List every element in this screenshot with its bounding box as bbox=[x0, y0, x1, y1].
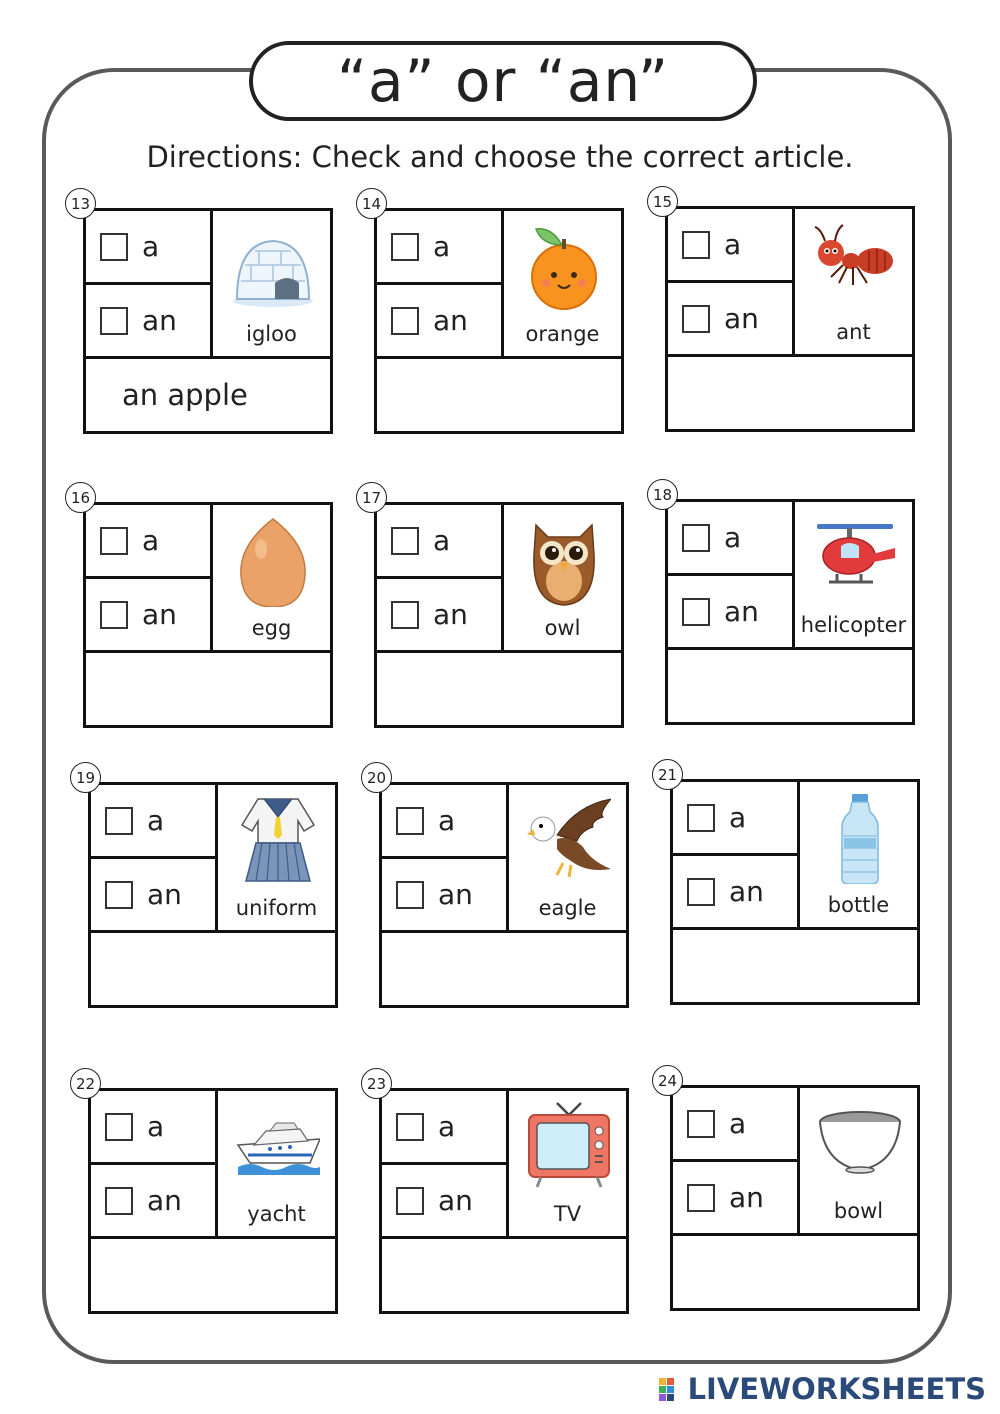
option-a bbox=[668, 502, 795, 576]
item-number: 22 bbox=[70, 1068, 101, 1099]
option-a bbox=[382, 785, 509, 859]
option-an-label: an bbox=[724, 595, 759, 628]
card-grid bbox=[379, 782, 629, 1008]
orange-icon bbox=[522, 221, 606, 313]
item-number: 18 bbox=[647, 479, 678, 510]
option-a bbox=[673, 782, 800, 856]
checkbox-a[interactable] bbox=[396, 807, 424, 835]
card-grid bbox=[379, 1088, 629, 1314]
answer-box[interactable] bbox=[668, 357, 912, 429]
ant-icon bbox=[813, 219, 897, 311]
option-an-label: an bbox=[438, 1184, 473, 1217]
item-number: 24 bbox=[652, 1065, 683, 1096]
option-an bbox=[382, 1165, 509, 1239]
option-an bbox=[377, 579, 504, 653]
tv-icon bbox=[527, 1101, 611, 1193]
bowl-icon bbox=[818, 1098, 902, 1190]
owl-icon bbox=[522, 515, 606, 607]
option-a-label: a bbox=[724, 228, 742, 261]
yacht-icon bbox=[236, 1101, 320, 1193]
option-a-label: a bbox=[438, 804, 456, 837]
option-an bbox=[91, 859, 218, 933]
word-label: orange bbox=[525, 322, 600, 346]
exercise-card-13 bbox=[70, 194, 333, 434]
answer-box[interactable] bbox=[668, 650, 912, 722]
exercise-card-21 bbox=[657, 765, 920, 1005]
option-a-label: a bbox=[433, 230, 451, 263]
answer-box[interactable] bbox=[382, 1239, 626, 1311]
option-a bbox=[91, 785, 218, 859]
exercise-card-19 bbox=[75, 768, 338, 1008]
checkbox-a[interactable] bbox=[391, 527, 419, 555]
option-an-label: an bbox=[729, 875, 764, 908]
picture-cell bbox=[509, 1091, 626, 1239]
option-an-label: an bbox=[724, 302, 759, 335]
option-a bbox=[86, 211, 213, 285]
eagle-icon bbox=[527, 795, 611, 887]
helicopter-icon bbox=[813, 512, 897, 604]
picture-cell bbox=[213, 505, 330, 653]
answer-box[interactable]: an apple bbox=[122, 378, 248, 412]
checkbox-an[interactable] bbox=[100, 307, 128, 335]
checkbox-an[interactable] bbox=[391, 307, 419, 335]
picture-cell bbox=[795, 502, 912, 650]
checkbox-an[interactable] bbox=[396, 1187, 424, 1215]
option-a-label: a bbox=[724, 521, 742, 554]
option-an bbox=[673, 856, 800, 930]
exercise-card-23 bbox=[366, 1074, 629, 1314]
card-grid bbox=[670, 1085, 920, 1311]
word-label: TV bbox=[553, 1202, 582, 1226]
picture-cell bbox=[795, 209, 912, 357]
option-a-label: a bbox=[438, 1110, 456, 1143]
option-a bbox=[91, 1091, 218, 1165]
picture-cell bbox=[504, 505, 621, 653]
bottle-icon bbox=[818, 792, 902, 884]
word-label: uniform bbox=[235, 896, 318, 920]
option-an-label: an bbox=[142, 598, 177, 631]
exercise-card-22 bbox=[75, 1074, 338, 1314]
word-label: bottle bbox=[827, 893, 890, 917]
item-number: 21 bbox=[652, 759, 683, 790]
item-number: 13 bbox=[65, 188, 96, 219]
card-grid bbox=[88, 1088, 338, 1314]
option-a bbox=[377, 505, 504, 579]
answer-box[interactable] bbox=[673, 1236, 917, 1308]
checkbox-a[interactable] bbox=[682, 231, 710, 259]
page-title bbox=[249, 41, 757, 121]
card-grid bbox=[83, 208, 333, 434]
card-grid bbox=[670, 779, 920, 1005]
exercise-card-14 bbox=[361, 194, 624, 434]
exercise-card-15 bbox=[652, 192, 915, 432]
answer-box[interactable] bbox=[673, 930, 917, 1002]
exercise-card-18 bbox=[652, 485, 915, 725]
item-number: 17 bbox=[356, 482, 387, 513]
item-number: 20 bbox=[361, 762, 392, 793]
option-a-label: a bbox=[147, 804, 165, 837]
card-grid bbox=[374, 208, 624, 434]
picture-cell bbox=[504, 211, 621, 359]
answer-box[interactable] bbox=[377, 359, 621, 431]
picture-cell bbox=[218, 1091, 335, 1239]
igloo-icon bbox=[231, 221, 315, 313]
picture-cell bbox=[213, 211, 330, 359]
checkbox-a[interactable] bbox=[687, 1110, 715, 1138]
card-grid bbox=[83, 502, 333, 728]
word-label: owl bbox=[544, 616, 581, 640]
brand-name: LIVEWORKSHEETS bbox=[687, 1372, 986, 1406]
checkbox-a[interactable] bbox=[105, 807, 133, 835]
option-a-label: a bbox=[142, 524, 160, 557]
checkbox-a[interactable] bbox=[682, 524, 710, 552]
directions-text: Directions: Check and choose the correct article. bbox=[146, 140, 854, 174]
picture-cell bbox=[800, 1088, 917, 1236]
answer-box[interactable] bbox=[377, 653, 621, 725]
option-an-label: an bbox=[433, 304, 468, 337]
option-a bbox=[382, 1091, 509, 1165]
card-grid bbox=[88, 782, 338, 1008]
word-label: yacht bbox=[247, 1202, 306, 1226]
option-an-label: an bbox=[147, 878, 182, 911]
option-a-label: a bbox=[147, 1110, 165, 1143]
exercise-card-20 bbox=[366, 768, 629, 1008]
item-number: 15 bbox=[647, 186, 678, 217]
option-an bbox=[91, 1165, 218, 1239]
picture-cell bbox=[218, 785, 335, 933]
brand-logo[interactable] bbox=[658, 1372, 986, 1406]
picture-cell bbox=[800, 782, 917, 930]
checkbox-an[interactable] bbox=[391, 601, 419, 629]
word-label: egg bbox=[251, 616, 292, 640]
checkbox-a[interactable] bbox=[687, 804, 715, 832]
option-an-label: an bbox=[729, 1181, 764, 1214]
option-a bbox=[377, 211, 504, 285]
title-text: “a” or “an” bbox=[336, 47, 670, 115]
option-an-label: an bbox=[142, 304, 177, 337]
card-grid bbox=[665, 499, 915, 725]
option-an-label: an bbox=[433, 598, 468, 631]
item-number: 19 bbox=[70, 762, 101, 793]
checkbox-a[interactable] bbox=[100, 233, 128, 261]
option-an bbox=[86, 579, 213, 653]
answer-box[interactable] bbox=[91, 933, 335, 1005]
checkbox-a[interactable] bbox=[396, 1113, 424, 1141]
egg-icon bbox=[231, 515, 315, 607]
checkbox-an[interactable] bbox=[100, 601, 128, 629]
answer-box[interactable] bbox=[86, 653, 330, 725]
item-number: 16 bbox=[65, 482, 96, 513]
option-a-label: a bbox=[142, 230, 160, 263]
answer-box[interactable] bbox=[91, 1239, 335, 1311]
option-a-label: a bbox=[433, 524, 451, 557]
word-label: eagle bbox=[538, 896, 597, 920]
word-label: bowl bbox=[833, 1199, 884, 1223]
exercise-card-16 bbox=[70, 488, 333, 728]
option-an bbox=[668, 283, 795, 357]
answer-box[interactable] bbox=[382, 933, 626, 1005]
option-an bbox=[86, 285, 213, 359]
item-number: 23 bbox=[361, 1068, 392, 1099]
item-number: 14 bbox=[356, 188, 387, 219]
option-a-label: a bbox=[729, 801, 747, 834]
option-an bbox=[382, 859, 509, 933]
option-an-label: an bbox=[147, 1184, 182, 1217]
picture-cell bbox=[509, 785, 626, 933]
word-label: ant bbox=[836, 320, 871, 344]
option-an bbox=[673, 1162, 800, 1236]
checkbox-a[interactable] bbox=[391, 233, 419, 261]
checkbox-an[interactable] bbox=[687, 1184, 715, 1212]
option-a-label: a bbox=[729, 1107, 747, 1140]
option-an bbox=[377, 285, 504, 359]
checkbox-an[interactable] bbox=[682, 305, 710, 333]
option-a bbox=[86, 505, 213, 579]
card-grid bbox=[374, 502, 624, 728]
option-a bbox=[673, 1088, 800, 1162]
liveworksheets-logo-icon bbox=[658, 1376, 684, 1402]
exercise-card-17 bbox=[361, 488, 624, 728]
checkbox-an[interactable] bbox=[687, 878, 715, 906]
option-a bbox=[668, 209, 795, 283]
card-grid bbox=[665, 206, 915, 432]
checkbox-a[interactable] bbox=[105, 1113, 133, 1141]
word-label: igloo bbox=[246, 322, 297, 346]
checkbox-an[interactable] bbox=[105, 881, 133, 909]
uniform-icon bbox=[236, 795, 320, 887]
option-an-label: an bbox=[438, 878, 473, 911]
checkbox-an[interactable] bbox=[396, 881, 424, 909]
checkbox-a[interactable] bbox=[100, 527, 128, 555]
checkbox-an[interactable] bbox=[682, 598, 710, 626]
checkbox-an[interactable] bbox=[105, 1187, 133, 1215]
word-label: helicopter bbox=[800, 613, 907, 637]
option-an bbox=[668, 576, 795, 650]
exercise-card-24 bbox=[657, 1071, 920, 1311]
